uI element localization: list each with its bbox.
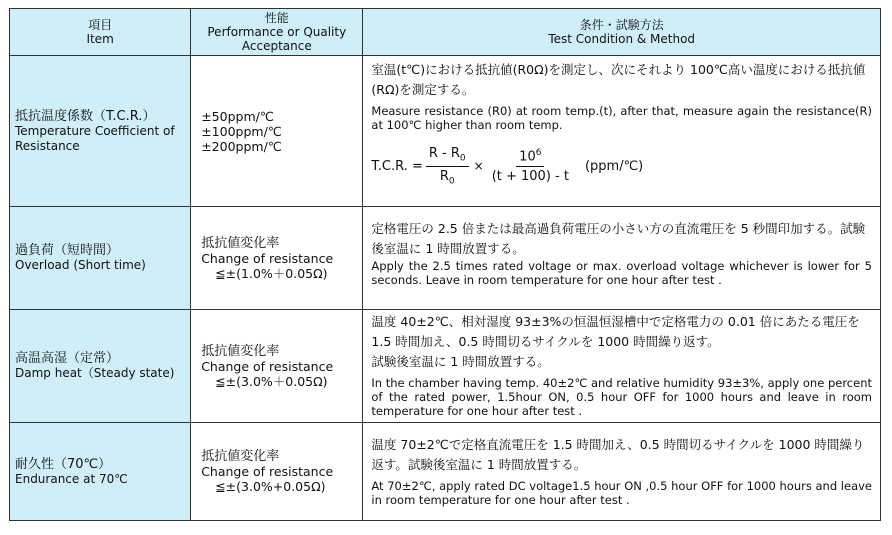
perf-value: ≦±(1.0%＋0.05Ω) — [215, 265, 328, 281]
formula-lhs: T.C.R. = — [371, 158, 423, 174]
test-jp: 定格電圧の 2.5 倍または最高過負荷電圧の小さい方の直流電圧を 5 秒間印加する。試験後室温に 1 時間放置する。 — [371, 221, 866, 256]
header-row — [10, 9, 881, 56]
header-test-en: Test Condition & Method — [548, 32, 696, 46]
row-test-method — [363, 56, 881, 207]
formula-unit: (ppm/℃) — [584, 158, 644, 174]
tcr-formula — [371, 146, 872, 186]
row-performance — [191, 423, 363, 521]
table-row — [10, 423, 881, 521]
row-item-en: Overload (Short time) — [15, 258, 146, 272]
formula-num2-sup: 6 — [535, 147, 542, 158]
header-test-jp: 条件・試験方法 — [579, 18, 664, 32]
test-en: Measure resistance (R0) at room temp.(t), after that, measure again the resistance(R) at 100℃ higher than room temp. — [371, 104, 872, 132]
header-perf-jp: 性能 — [264, 11, 289, 25]
header-item — [10, 9, 191, 56]
table-row — [10, 207, 881, 310]
formula-den2: (t + 100) - t — [491, 169, 569, 185]
header-performance — [191, 9, 363, 56]
row-item-jp: 過負荷（短時間） — [15, 243, 120, 258]
row-item — [10, 207, 191, 310]
row-item-en: Temperature Coefficient of Resistance — [15, 123, 175, 153]
perf-en: Change of resistance — [201, 464, 334, 479]
header-perf-en1: Performance or Quality — [207, 25, 347, 39]
row-test-method — [363, 310, 881, 423]
perf-jp: 抵抗値変化率 — [201, 343, 280, 359]
perf-value: ±100ppm/℃ — [201, 123, 282, 139]
formula-fraction-2 — [489, 148, 572, 184]
perf-value: ≦±(3.0%＋0.05Ω) — [215, 373, 328, 389]
test-jp: 温度 70±2℃で定格直流電圧を 1.5 時間加え、0.5 時間切るサイクルを 1000 時間繰り返す。試験後室温に 1 時間放置する。 — [371, 437, 865, 472]
test-en: In the chamber having temp. 40±2℃ and relative humidity 93±3%, apply one percent of the rated power, 1.5hour ON, 0.5 hour OFF for 1000 hours and leave in room temperature for one hour after test . — [371, 376, 872, 418]
test-en: At 70±2℃, apply rated DC voltage1.5 hour ON ,0.5 hour OFF for 1000 hours and leave in room temperature for one hour after test . — [371, 479, 872, 507]
row-item — [10, 310, 191, 423]
table-row — [10, 310, 881, 423]
header-test — [363, 9, 881, 56]
row-item-jp: 耐久性（70℃） — [15, 456, 112, 472]
perf-jp: 抵抗値変化率 — [201, 235, 280, 251]
header-perf-en2: Acceptance — [241, 39, 312, 53]
header-item-jp: 項目 — [88, 18, 113, 32]
formula-den1-sub: 0 — [448, 176, 455, 187]
row-test-method — [363, 207, 881, 310]
perf-jp: 抵抗値変化率 — [201, 449, 280, 464]
perf-en: Change of resistance — [201, 358, 334, 374]
row-performance — [191, 310, 363, 423]
spec-table — [9, 8, 881, 521]
formula-times: × — [473, 159, 484, 174]
formula-num1-sub: 0 — [459, 153, 466, 164]
perf-en: Change of resistance — [201, 250, 334, 266]
row-item — [10, 56, 191, 207]
row-performance — [191, 56, 363, 207]
formula-den1: R — [439, 168, 449, 184]
row-performance — [191, 207, 363, 310]
perf-value: ±200ppm/℃ — [201, 138, 282, 154]
formula-num2: 10 — [519, 149, 536, 165]
test-jp: 温度 40±2℃、相対湿度 93±3%の恒温恒湿槽中で定格電力の 0.01 倍にあたる電圧を 1.5 時間加え、0.5 時間切るサイクルを 1000 時間繰り返す。 — [371, 314, 860, 349]
row-item — [10, 423, 191, 521]
formula-num1: R - R — [428, 146, 460, 161]
table-row — [10, 56, 881, 207]
header-item-en: Item — [86, 32, 114, 46]
test-en: Apply the 2.5 times rated voltage or max. overload voltage whichever is lower for 5 seconds. Leave in room temperature for one hour after test . — [371, 259, 872, 287]
row-test-method — [363, 423, 881, 521]
perf-value: ≦±(3.0%+0.05Ω) — [215, 479, 326, 494]
row-item-en: Damp heat（Steady state) — [15, 366, 175, 380]
formula-fraction-1 — [426, 146, 469, 186]
test-jp: 室温(t℃)における抵抗値(R0Ω)を測定し、次にそれより 100℃高い温度における抵抗値(RΩ)を測定する。 — [371, 62, 866, 97]
perf-value: ±50ppm/℃ — [201, 108, 274, 124]
test-jp-2: 試験後室温に 1 時間放置する。 — [371, 354, 550, 369]
row-item-jp: 高温高湿（定常） — [15, 351, 120, 366]
row-item-jp: 抵抗温度係数（T.C.R.） — [15, 108, 156, 124]
row-item-en: Endurance at 70℃ — [15, 471, 128, 486]
